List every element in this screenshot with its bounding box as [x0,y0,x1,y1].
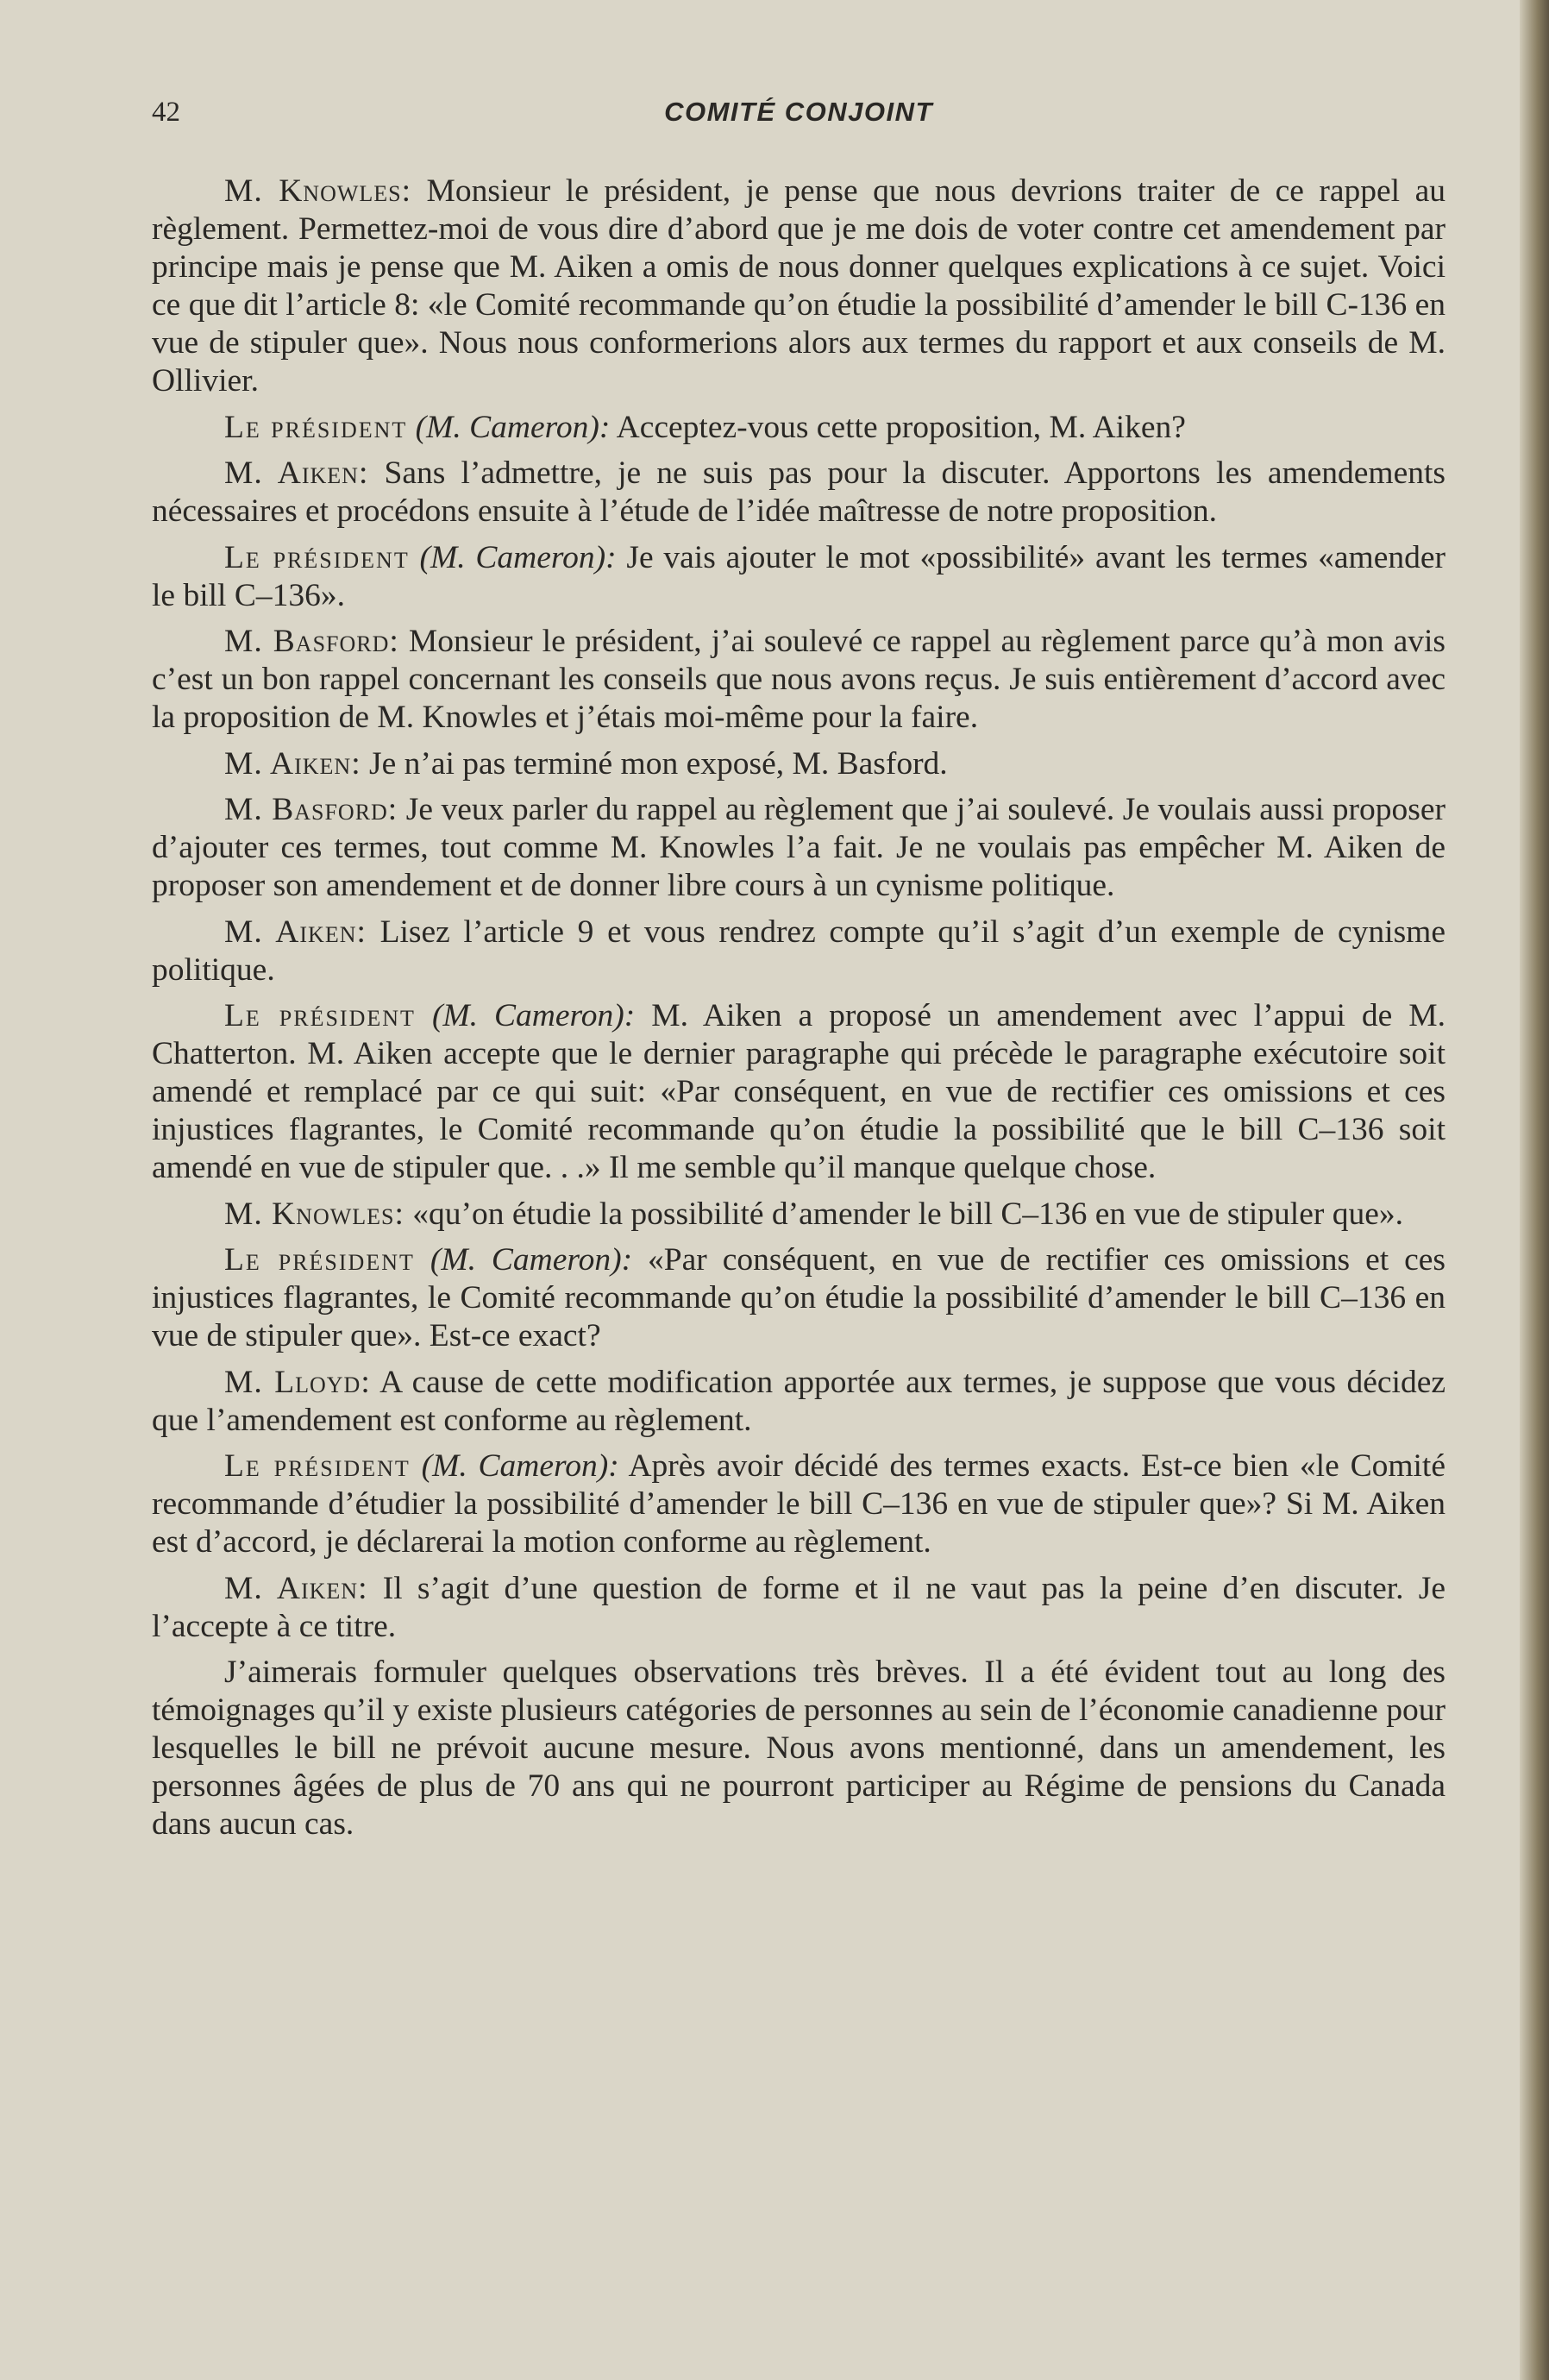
paragraph-text: Acceptez-vous cette proposition, M. Aiken? [610,409,1186,445]
paragraph-text: «qu’on étudie la possibilité d’amender le bill C–136 en vue de stipuler que». [404,1196,1403,1232]
paragraph-text: Monsieur le président, je pense que nous devrions traiter de ce rappel au règlement. Permettez-moi de vous dire d’abord que je me dois de voter contre cet amendement par principe mais je pense que M. Aiken a omis de nous donner quelques explications à ce sujet. Voici ce que dit l’article 8: «le Comité recommande qu’on étudie la possibilité d’amender le bill C-136 en vue de stipuler que». Nous nous conformerions alors aux termes du rapport et aux conseils de M. Ollivier. [152,173,1446,399]
transcript-body [152,173,1446,1852]
speaker-name: M. Knowles: [224,173,412,209]
paragraph [152,455,1446,531]
speaker-name: M. Aiken: [224,914,367,950]
paragraph [152,409,1446,447]
speaker-name: Le président [224,998,416,1033]
speaker-name: Le président [224,409,408,445]
paragraph [152,1196,1446,1234]
speaker-note: (M. Cameron): [415,409,611,445]
speaker-note: (M. Cameron): [421,1448,619,1484]
speaker-note: (M. Cameron): [431,998,636,1033]
paragraph-text: Je vais ajouter le mot «possibilité» avant les termes «amender le bill C–136». [152,539,1446,613]
paragraph-text: Lisez l’article 9 et vous rendrez compte qu’il s’agit d’un exemple de cynisme politique. [152,914,1446,988]
page-number: 42 [152,97,180,128]
paragraph [152,791,1446,905]
speaker-note: (M. Cameron): [419,539,617,575]
speaker-name: M. Lloyd: [224,1364,371,1400]
paragraph [152,539,1446,615]
paragraph [152,914,1446,989]
speaker-name: Le président [224,539,410,575]
paragraph-text: Je veux parler du rappel au règlement que j’ai soulevé. Je voulais aussi proposer d’ajouter ces termes, tout comme M. Knowles l’a fait. Je ne voulais pas empêcher M. Aiken de proposer son amendement et de donner libre cours à un cynisme politique. [152,792,1446,903]
paragraph-text: «Par conséquent, en vue de rectifier ces omissions et ces injustices flagrantes, le Comité recommande qu’on étudie la possibilité d’amender le bill C–136 en vue de stipuler que». Est-ce exact? [152,1242,1446,1353]
speaker-note: (M. Cameron): [430,1242,633,1278]
speaker-name: M. Aiken: [224,455,369,491]
paragraph [152,173,1446,400]
paragraph-text: Après avoir décidé des termes exacts. Est-ce bien «le Comité recommande d’étudier la possibilité d’amender le bill C–136 en vue de stipuler que»? Si M. Aiken est d’accord, je déclarerai la motion conforme au règlement. [152,1448,1446,1560]
paragraph [152,1241,1446,1355]
speaker-name: M. Knowles: [224,1196,404,1232]
paragraph-text: Je n’ai pas terminé mon exposé, M. Basford. [361,745,948,782]
book-spine-edge [1520,0,1549,2380]
speaker-name: M. Aiken: [224,745,361,782]
speaker-name: M. Aiken: [224,1570,368,1606]
paragraph [152,623,1446,737]
paragraph-text: J’aimerais formuler quelques observations très brèves. Il a été évident tout au long des témoignages qu’il y existe plusieurs catégories de personnes au sein de l’économie canadienne pour lesquelles le bill ne prévoit aucune mesure. Nous avons mentionné, dans un amendement, les personnes âgées de plus de 70 ans qui ne pourront participer au Régime de pensions du Canada dans aucun cas. [152,1655,1446,1842]
speaker-name: Le président [224,1448,411,1484]
speaker-name: M. Basford: [224,624,399,659]
running-head: COMITÉ CONJOINT [664,97,933,127]
paragraph [152,997,1446,1187]
page-header [152,97,1446,140]
paragraph [152,1570,1446,1646]
paragraph [152,1654,1446,1843]
paragraph [152,1447,1446,1561]
paragraph-text: Sans l’admettre, je ne suis pas pour la discuter. Apportons les amendements nécessaires et procédons ensuite à l’étude de l’idée maîtresse de notre proposition. [152,455,1446,529]
paragraph [152,745,1446,783]
paragraph-text: Monsieur le président, j’ai soulevé ce rappel au règlement parce qu’à mon avis c’est un bon rappel concernant les conseils que nous avons reçus. Je suis entièrement d’accord avec la proposition de M. Knowles et j’étais moi-même pour la faire. [152,624,1446,735]
paragraph [152,1364,1446,1440]
paragraph-text: A cause de cette modification apportée aux termes, je suppose que vous décidez que l’amendement est conforme au règlement. [152,1364,1446,1438]
paragraph-text: Il s’agit d’une question de forme et il ne vaut pas la peine d’en discuter. Je l’accepte à ce titre. [152,1570,1446,1644]
speaker-name: M. Basford: [224,792,398,827]
paragraph-text: M. Aiken a proposé un amendement avec l’appui de M. Chatterton. M. Aiken accepte que le dernier paragraphe qui précède le paragraphe exécutoire soit amendé et remplacé par ce qui suit: «Par conséquent, en vue de rectifier ces omissions et ces injustices flagrantes, le Comité recommande qu’on étudie la possibilité que le bill C–136 soit amendé en vue de stipuler que. . .» Il me semble qu’il manque quelque chose. [152,998,1446,1185]
speaker-name: Le président [224,1242,415,1278]
